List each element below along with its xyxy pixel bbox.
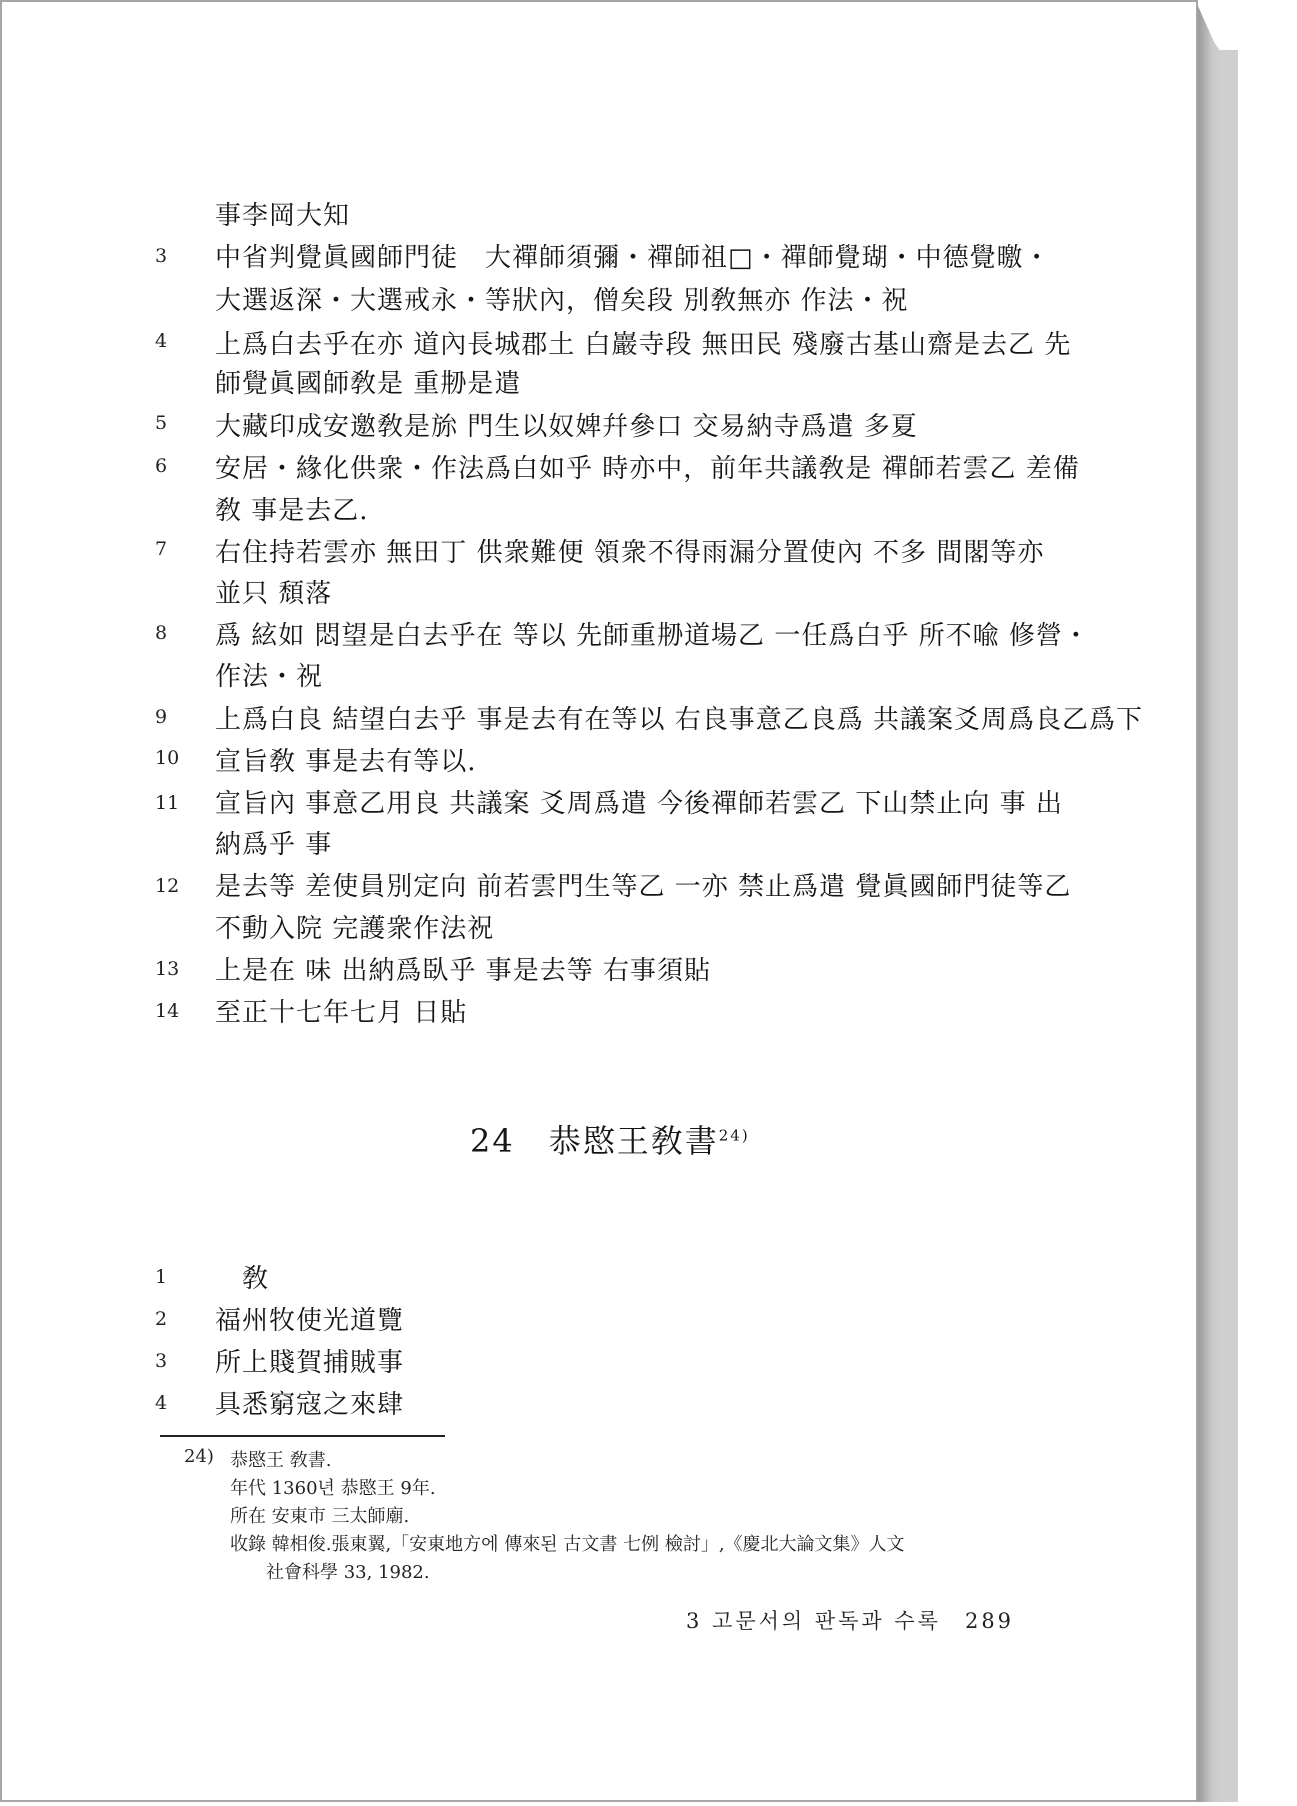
line-text: 所上賤賀捕賊事 bbox=[215, 1348, 405, 1378]
footnote-marker: 24) bbox=[184, 1446, 214, 1467]
line-number: 7 bbox=[155, 538, 168, 560]
line-text: 安居・緣化供衆・作法爲白如乎 時亦中，前年共議敎是 禪師若雲乙 差備 bbox=[215, 454, 1080, 484]
line-text: 宣旨敎 事是去有等以. bbox=[215, 747, 477, 777]
line-number: 11 bbox=[155, 792, 180, 814]
line-text: 不動入院 完護衆作法祝 bbox=[215, 914, 495, 944]
line-text: 作法・祝 bbox=[215, 662, 324, 692]
line-text: 師覺眞國師敎是 重刱是遣 bbox=[215, 369, 522, 399]
line-text: 上爲白良 結望白去乎 事是去有在等以 右良事意乙良爲 共議案爻周爲良乙爲下 bbox=[215, 705, 1144, 735]
line-text: 至正十七年七月 日貼 bbox=[215, 998, 468, 1028]
line-number: 4 bbox=[155, 330, 168, 352]
line-number: 13 bbox=[155, 958, 180, 980]
section-title bbox=[470, 1116, 750, 1162]
line-number: 9 bbox=[155, 706, 168, 728]
footnote-reference: 24) bbox=[718, 1126, 750, 1145]
line-number: 4 bbox=[155, 1392, 168, 1414]
line-text: 大選返深・大選戒永・等狀內，僧矣段 別敎無亦 作法・祝 bbox=[215, 286, 909, 316]
line-text: 上是在 味 出納爲臥乎 事是去等 右事須貼 bbox=[215, 956, 712, 986]
line-number: 8 bbox=[155, 622, 168, 644]
line-number: 2 bbox=[155, 1308, 168, 1330]
line-text: 大藏印成安邀敎是旀 門生以奴婢幷參口 交易納寺爲遣 多夏 bbox=[215, 412, 918, 442]
line-text: 上爲白去乎在亦 道內長城郡土 白巖寺段 無田民 殘廢古基山齋是去乙 先 bbox=[215, 330, 1072, 360]
footnote-place: 所在 安東市 三太師廟. bbox=[230, 1506, 410, 1527]
line-number: 1 bbox=[155, 1266, 168, 1288]
line-number: 12 bbox=[155, 875, 180, 897]
line-text: 宣旨內 事意乙用良 共議案 爻周爲遣 今後禪師若雲乙 下山禁止向 事 出 bbox=[215, 789, 1063, 819]
line-number: 3 bbox=[155, 1350, 168, 1372]
line-text: 福州牧使光道覽 bbox=[215, 1306, 405, 1336]
section-title-text: 24 恭愍王敎書 bbox=[470, 1122, 719, 1160]
line-text: 納爲乎 事 bbox=[215, 830, 333, 860]
footnote-record: 收錄 韓相俊.張東翼,「安東地方에 傳來된 古文書 七例 檢討」,《慶北大論文集》人文 bbox=[230, 1534, 905, 1555]
line-text: 是去等 差使員別定向 前若雲門生等乙 一亦 禁止爲遣 覺眞國師門徒等乙 bbox=[215, 872, 1072, 902]
line-text: 事李岡大知 bbox=[215, 201, 351, 231]
footnote-head: 恭愍王 敎書. bbox=[230, 1450, 332, 1471]
line-text: 敎 bbox=[215, 1264, 270, 1294]
line-number: 14 bbox=[155, 1000, 180, 1022]
line-text: 具悉窮寇之來肆 bbox=[215, 1390, 405, 1420]
line-text: 並只 頹落 bbox=[215, 579, 333, 609]
footnote-record-cont: 社會科學 33, 1982. bbox=[266, 1562, 430, 1583]
line-number: 6 bbox=[155, 455, 168, 477]
line-number: 3 bbox=[155, 245, 168, 267]
page-footer: 3 고문서의 판독과 수록 289 bbox=[686, 1609, 1015, 1633]
line-text: 右住持若雲亦 無田丁 供衆難便 領衆不得雨漏分置使內 不多 間閣等亦 bbox=[215, 538, 1045, 568]
line-text: 中省判覺眞國師門徒 大禪師須彌・禪師祖□・禪師覺瑚・中德覺曒・ bbox=[215, 243, 1051, 273]
page-edge-shadow bbox=[1220, 50, 1238, 1802]
line-number: 10 bbox=[155, 747, 180, 769]
footnote-year: 年代 1360년 恭愍王 9年. bbox=[230, 1478, 436, 1499]
line-number: 5 bbox=[155, 412, 168, 434]
line-text: 爲 絃如 悶望是白去乎在 等以 先師重刱道場乙 一任爲白乎 所不喩 修營・ bbox=[215, 621, 1090, 651]
line-text: 敎 事是去乙. bbox=[215, 496, 369, 526]
footnote-divider bbox=[160, 1435, 445, 1437]
